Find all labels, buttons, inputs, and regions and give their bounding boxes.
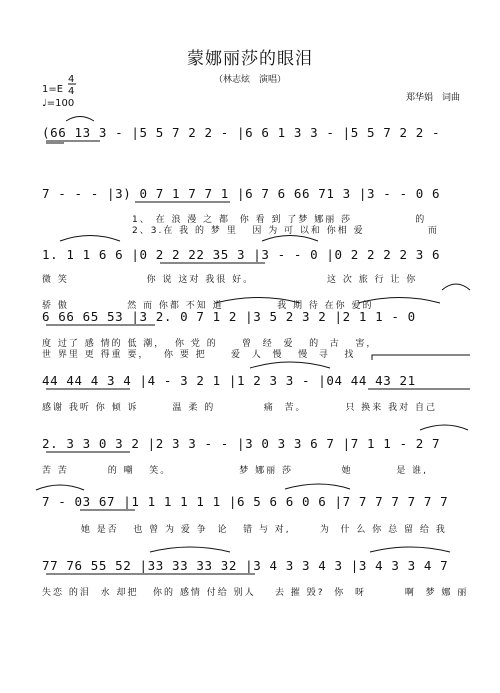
time-signature-bottom: 4: [68, 86, 75, 97]
slur: [66, 117, 94, 122]
score-line-5: 44 44 4 3 4 |4 - 3 2 1 |1 2 3 3 - |04 44 43 21: [42, 373, 416, 388]
credit-line: 郑华娟 词曲: [405, 93, 460, 103]
lyric-line-5a: 感谢 我听 你 倾 诉 温 柔 的 痛 苦。 只 换来 我对 自己: [42, 403, 437, 413]
slur: [358, 298, 440, 304]
lyric-line-2b: 2、3.在 我 的 梦 里 因 为 可 以和 你相 爱 而: [132, 226, 439, 236]
score-line-1: (66 13 3 - |5 5 7 2 2 - |6 6 1 3 3 - |5 5 7 2 2 -: [42, 125, 441, 140]
slur: [285, 484, 350, 489]
lyric-line-2a: 1、 在 浪 漫 之 都 你 看 到 了梦 娜丽 莎 的: [132, 215, 427, 225]
score-line-6: 2. 3 3 0 3 2 |2 3 3 - - |3 0 3 3 6 7 |7 1 1 - 2 7: [42, 436, 441, 451]
lyric-line-4a: 骄 傲 然 而 你都 不知 道 我 期 待 在你 爱的: [42, 301, 374, 311]
score-line-8: 77 76 55 52 |33 33 33 32 |3 4 3 3 4 3 |3 4 3 3 4 7: [42, 558, 449, 573]
slur: [370, 547, 450, 552]
lyric-line-8a: 失恋 的泪 水 却把 你的 感情 付给 别人 去 摧 毁? 你 呀 啊 梦 娜 丽: [42, 588, 469, 598]
lyric-line-3a: 微 笑 你 说 这对 我很 好。 这 次 旅 行 让 你: [42, 275, 418, 285]
slur: [442, 284, 470, 290]
score-line-3: 1. 1 1 6 6 |0 2 2 22 35 3 |3 - - 0 |0 2 2 2 2 3 6: [42, 247, 441, 262]
lyric-line-4b: 度 过了 感 情的 低 潮， 你 党 的 曾 经 爱 的 古 害，: [42, 339, 378, 349]
song-title: 蒙娜丽莎的眼泪: [187, 49, 313, 69]
song-subtitle: （林志炫 演唱）: [213, 75, 286, 85]
slur: [262, 236, 318, 242]
slur: [150, 547, 230, 552]
lyric-line-4c: 世 界里 更 得重 要， 你 要 把 爱 人 慢 慢 寻 找: [42, 350, 356, 360]
slur: [250, 362, 330, 368]
score-line-2: 7 - - - |3) 0 7 1 7 7 1 |6 7 6 66 71 3 |3 - - 0 6: [42, 186, 441, 201]
score-line-4: 6 66 65 53 |3 2. 0 7 1 2 |3 5 2 3 2 |2 1 1 - 0: [42, 309, 416, 324]
slur: [420, 425, 468, 430]
slur: [215, 298, 300, 304]
slur: [60, 236, 120, 242]
time-signature-top: 4: [68, 74, 75, 85]
lyric-line-7a: 她 是否 也 曾 为 爱 争 论 错 与 对, 为 什 么 你 总 留 给 我: [42, 525, 447, 535]
tempo-mark: ♩=100: [42, 98, 75, 109]
slur: [36, 485, 84, 490]
volta-bracket: [372, 355, 470, 360]
score-line-7: 7 - 03 67 |1 1 1 1 1 1 |6 5 6 6 0 6 |7 7 7 7 7 7 7: [42, 494, 449, 509]
key-signature: 1=E: [42, 84, 64, 95]
lyric-line-6a: 苦 苦 的 嘲 笑。 梦 娜丽 莎 她 是 谁,: [42, 466, 429, 476]
